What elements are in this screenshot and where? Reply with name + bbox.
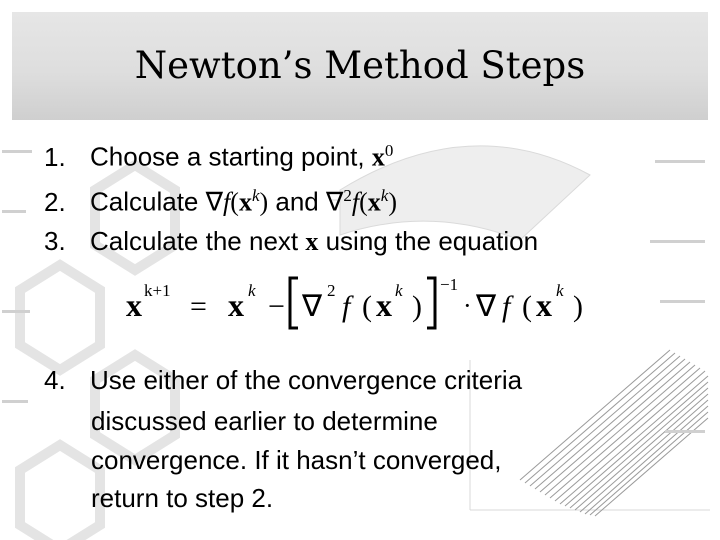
step-1	[44, 135, 393, 173]
eq-equals: =	[190, 290, 207, 323]
step-2: 2. Calculate $\nabla f(x^k)$ and $\nabla^2f(x^k)$	[44, 186, 398, 217]
superscript-two: 2	[343, 186, 352, 205]
and-text: and	[268, 186, 326, 217]
eq-open-paren: (	[522, 290, 532, 323]
superscript-k: k	[251, 186, 260, 205]
eq-superscript-2: 2	[327, 281, 336, 300]
eq-nabla: ∇	[476, 290, 497, 323]
eq-superscript-k-plus-1: k+1	[144, 281, 171, 300]
step-4-line-2: discussed earlier to determine	[91, 406, 438, 436]
newton-update-equation	[120, 272, 620, 332]
eq-x-arg: x	[376, 287, 392, 323]
eq-x-next: x	[126, 287, 142, 323]
nabla-symbol: ∇	[205, 187, 224, 217]
function-f: f	[223, 187, 231, 217]
eq-open-paren: (	[362, 290, 372, 323]
nabla-symbol: ∇	[325, 187, 344, 217]
step-text: Calculate	[90, 186, 206, 217]
vector-x: x	[305, 227, 319, 256]
eq-function-f: f	[502, 290, 511, 323]
eq-inverse: −1	[440, 275, 459, 294]
left-bracket	[290, 278, 298, 328]
eq-minus: −	[268, 290, 285, 323]
eq-superscript-k: k	[248, 281, 256, 300]
vector-x: x	[371, 142, 385, 172]
eq-dot: ·	[463, 291, 472, 320]
step-number: 4.	[44, 365, 66, 395]
eq-superscript-k: k	[395, 281, 403, 300]
eq-close-paren: )	[573, 290, 583, 323]
step-number: 1.	[44, 141, 66, 172]
step-text-line: Use either of the convergence criteria	[90, 365, 523, 395]
step-4-line-3: convergence. If it hasn’t converged,	[91, 445, 502, 475]
step-number: 3.	[44, 226, 66, 256]
eq-nabla: ∇	[302, 290, 323, 323]
superscript-zero: 0	[384, 141, 394, 160]
eq-x-arg: x	[536, 287, 552, 323]
vector-x: x	[238, 187, 252, 217]
eq-x-current: x	[228, 287, 244, 323]
superscript-k: k	[380, 186, 389, 205]
function-f: f	[351, 187, 360, 217]
eq-superscript-k: k	[556, 281, 564, 300]
slide-title: Newton’s Method Steps	[134, 44, 586, 87]
eq-close-paren: )	[412, 290, 422, 323]
vector-x: x	[367, 187, 381, 217]
step-4-line-4: return to step 2.	[91, 483, 274, 513]
step-4	[44, 365, 522, 396]
right-bracket	[427, 278, 435, 328]
step-3	[44, 226, 538, 257]
step-text: Choose a starting point,	[90, 141, 372, 172]
step-number: 2.	[44, 186, 66, 217]
step-text-suffix: using the equation	[318, 226, 539, 256]
step-text: Calculate the next	[90, 226, 306, 256]
eq-function-f: f	[342, 290, 351, 323]
